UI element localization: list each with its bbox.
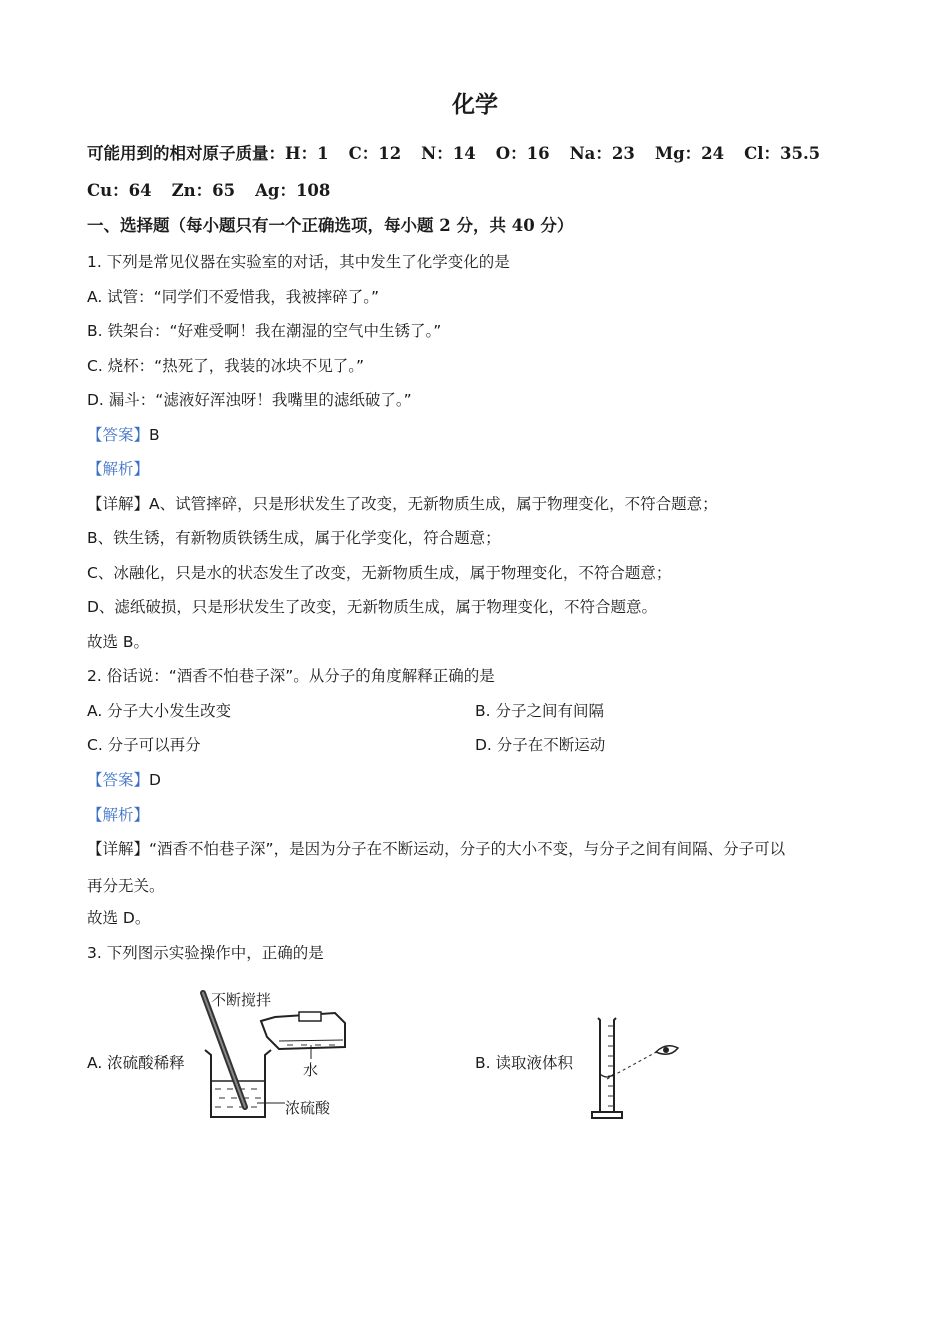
mass-o: O：16 — [495, 144, 550, 163]
acid-dilution-figure — [195, 985, 370, 1125]
q1-stem: 1. 下列是常见仪器在实验室的对话，其中发生了化学变化的是 — [87, 253, 510, 271]
page-title: 化学 — [452, 92, 498, 118]
detail-text: A、试管摔碎，只是形状发生了改变，无新物质生成，属于物理变化，不符合题意； — [149, 495, 718, 513]
q1-option-c: C. 烧杯：“热死了，我装的冰块不见了。” — [87, 357, 364, 375]
eye-icon — [656, 1046, 678, 1055]
q3-stem: 3. 下列图示实验操作中，正确的是 — [87, 944, 324, 962]
mass-h: H：1 — [285, 144, 329, 163]
liquid-meniscus — [600, 1074, 614, 1077]
q3-option-b: B. 读取液体积 — [475, 1054, 573, 1072]
atomic-masses-row-1 — [87, 144, 840, 164]
graduated-cylinder-figure — [588, 1012, 683, 1124]
cylinder-outline — [598, 1018, 616, 1112]
answer-value: B — [149, 426, 160, 444]
mass-na: Na：23 — [569, 144, 635, 163]
mass-zn: Zn：65 — [171, 181, 236, 200]
q2-detail-1 — [87, 839, 785, 859]
section-heading: 一、选择题（每小题只有一个正确选项，每小题 2 分，共 40 分） — [87, 216, 574, 235]
q1-detail-3: C、冰融化，只是水的状态发生了改变，无新物质生成，属于物理变化，不符合题意； — [87, 564, 672, 582]
q2-stem: 2. 俗话说：“酒香不怕巷子深”。从分子的角度解释正确的是 — [87, 667, 495, 685]
detail-tag: 【详解】 — [87, 840, 150, 858]
q2-analysis-tag: 【解析】 — [87, 806, 150, 824]
q2-option-c: C. 分子可以再分 — [87, 736, 201, 754]
q2-conclusion: 故选 D。 — [87, 909, 151, 927]
stir-label: 不断搅拌 — [211, 991, 272, 1009]
q2-answer — [87, 770, 161, 790]
q1-option-a: A. 试管：“同学们不爱惜我，我被摔碎了。” — [87, 288, 379, 306]
mass-n: N：14 — [421, 144, 476, 163]
q3-option-a: A. 浓硫酸稀释 — [87, 1054, 185, 1072]
q2-detail-2: 再分无关。 — [87, 877, 165, 895]
cylinder-base — [592, 1112, 622, 1118]
atomic-masses-row-2 — [87, 181, 350, 201]
mass-cu: Cu：64 — [87, 181, 152, 200]
mass-mg: Mg：24 — [654, 144, 725, 163]
q1-answer — [87, 425, 160, 445]
reagent-bottle — [261, 1012, 345, 1049]
q1-detail-2: B、铁生锈，有新物质铁锈生成，属于化学变化，符合题意； — [87, 529, 501, 547]
q1-detail-1 — [87, 494, 718, 514]
mass-ag: Ag：108 — [255, 181, 331, 200]
acid-label: 浓硫酸 — [285, 1099, 331, 1117]
q2-option-b: B. 分子之间有间隔 — [475, 702, 604, 720]
mass-c: C：12 — [348, 144, 402, 163]
water-label: 水 — [303, 1061, 319, 1079]
q1-analysis-tag: 【解析】 — [87, 460, 150, 478]
q1-option-b: B. 铁架台：“好难受啊！我在潮湿的空气中生锈了。” — [87, 322, 442, 340]
q1-detail-4: D、滤纸破损，只是形状发生了改变，无新物质生成，属于物理变化，不符合题意。 — [87, 598, 657, 616]
answer-value: D — [149, 771, 161, 789]
q2-option-a: A. 分子大小发生改变 — [87, 702, 232, 720]
detail-tag: 【详解】 — [87, 495, 150, 513]
q1-conclusion: 故选 B。 — [87, 633, 150, 651]
answer-tag: 【答案】 — [87, 771, 150, 789]
q1-option-d: D. 漏斗：“滤液好浑浊呀！我嘴里的滤纸破了。” — [87, 391, 412, 409]
q2-option-d: D. 分子在不断运动 — [475, 736, 606, 754]
detail-text: “酒香不怕巷子深”，是因为分子在不断运动，分子的大小不变，与分子之间有间隔、分子可以 — [149, 840, 786, 858]
masses-label: 可能用到的相对原子质量： — [87, 144, 285, 163]
answer-tag: 【答案】 — [87, 426, 150, 444]
mass-cl: Cl：35.5 — [744, 144, 821, 163]
